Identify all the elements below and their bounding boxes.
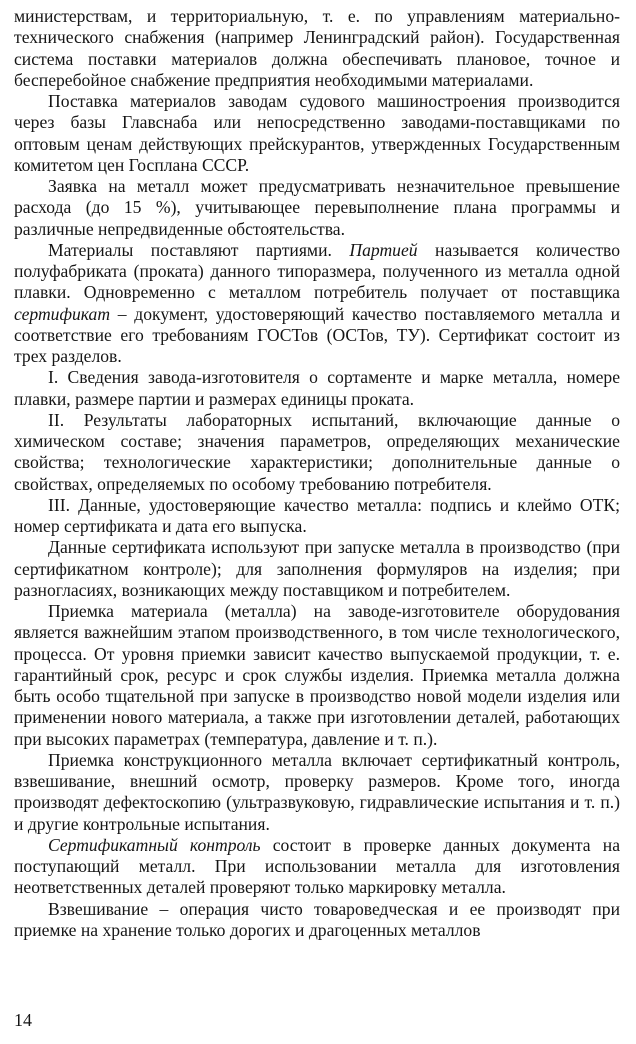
- term-batch: Партией: [349, 239, 418, 260]
- paragraph-acceptance: Приемка материала (металла) на заводе-изготовителе оборудования является важнейшим этапом производственного, в том числе технологического, процесса. От уровня приемки зависит качество выпускаемой продукции, т. е. гарантийный срок, ресурс и срок службы изделия. Приемка металла должна быть особо тщательной при запуске в производство новой модели изделия или применении нового материала, а также при изготовлении деталей, работающих при высоких параметрах (температура, давление и т. п.).: [14, 601, 620, 749]
- term-certificate: сертификат: [14, 303, 111, 324]
- paragraph-supply-bases: Поставка материалов заводам судового машиностроения производится через базы Главснаба или непосредственно заводами-поставщиками по оптовым ценам действующих прейскурантов, утвержденных Государственным комитетом цен Госплана СССР.: [14, 91, 620, 175]
- certificate-control-text: состоит в проверке данных документа на поступающий металл. При использовании металла для изготовления неответственных деталей проверяют только маркировку металла.: [14, 834, 620, 898]
- batches-end: – документ, удостоверяющий качество поставляемого металла и соответствие его требованиям ГОСТов (ОСТов, ТУ). Сертификат состоит из трех разделов.: [14, 303, 620, 366]
- paragraph-certificate-control: [14, 835, 620, 899]
- paragraph-batches: [14, 240, 620, 368]
- paragraph-acceptance-includes: Приемка конструкционного металла включает сертификатный контроль, взвешивание, внешний осмотр, проверку размеров. Кроме того, иногда производят дефектоскопию (ультразвуковую, гидравлические испытания и т. п.) и другие контрольные испытания.: [14, 749, 620, 834]
- paragraph-section-3: III. Данные, удостоверяющие качество металла: подпись и клеймо ОТК; номер сертификата и дата его выпуска.: [14, 494, 620, 536]
- page-number: 14: [14, 1010, 32, 1030]
- paragraph-section-2: II. Результаты лабораторных испытаний, включающие данные о химическом составе; значения параметров, определяющих механические свойства; технологические характеристики; дополнительные данные о свойствах, определяемых по особому требованию потребителя.: [14, 409, 620, 494]
- batches-middle: называется количество полуфабриката (проката) данного типоразмера, полученного из металла одной плавки. Одновременно с металлом потребитель получает от поставщика: [14, 239, 621, 303]
- paragraph-section-1: I. Сведения завода-изготовителя о сортаменте и марке металла, номере плавки, размере партии и размерах единицы проката.: [14, 367, 620, 409]
- batches-intro: Материалы поставляют партиями.: [48, 239, 350, 260]
- paragraph-metal-request: Заявка на металл может предусматривать незначительное превышение расхода (до 15 %), учитывающее перевыполнение плана программы и различные непредвиденные обстоятельства.: [14, 176, 620, 239]
- page-text: [14, 6, 620, 941]
- paragraph-ministries: министерствам, и территориальную, т. е. по управлениям материально-технического снабжения (например Ленинградский район). Государственная система поставки материалов должна обеспечивать плановое, точное и бесперебойное снабжение предприятия необходимыми материалами.: [14, 6, 620, 90]
- paragraph-weighing: Взвешивание – операция чисто товароведческая и ее производят при приемке на хранение только дорогих и драгоценных металлов: [14, 898, 620, 940]
- paragraph-certificate-usage: Данные сертификата используют при запуске металла в производство (при сертификатном контроле); для заполнения формуляров на изделия; при разногласиях, возникающих между поставщиком и потребителем.: [14, 537, 620, 600]
- term-certificate-control: Сертификатный контроль: [48, 834, 261, 855]
